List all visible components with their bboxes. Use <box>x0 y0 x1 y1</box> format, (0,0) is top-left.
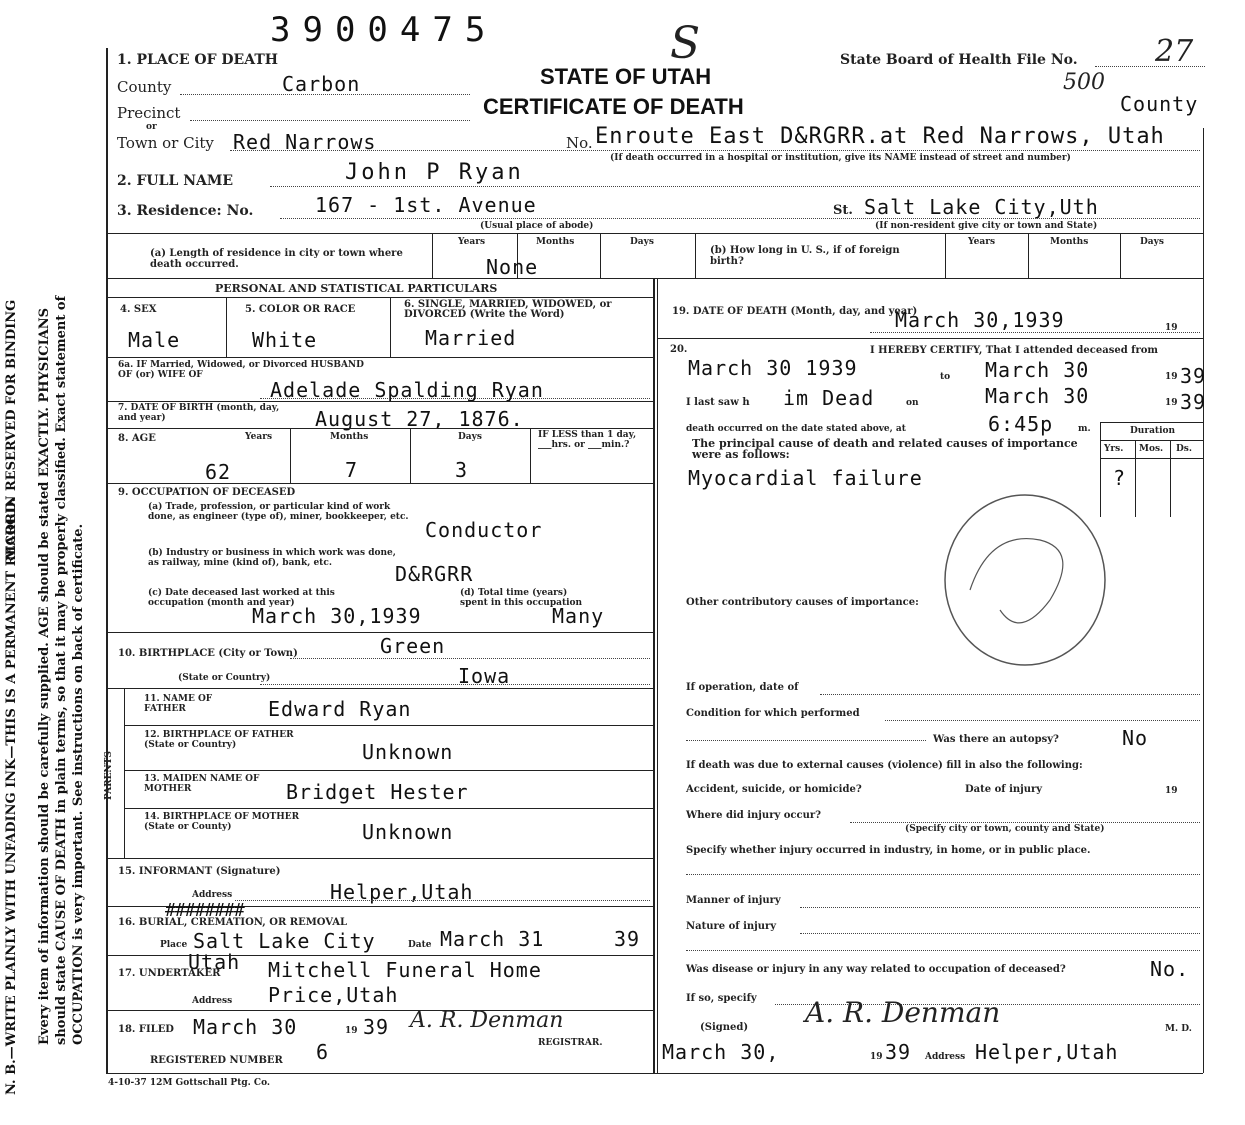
birth-date-value: August 27, 1876. <box>315 407 524 431</box>
town-label: Town or City <box>117 134 214 152</box>
file-number-label: State Board of Health File No. <box>840 52 1078 68</box>
county-label: County <box>117 78 172 96</box>
mother-maiden-name: Bridget Hester <box>286 780 469 804</box>
file-number: 27 <box>1155 34 1194 69</box>
birthplace-city: Green <box>380 634 446 658</box>
birthplace-state: Iowa <box>458 664 511 688</box>
age-months: 7 <box>345 458 359 482</box>
age-years: 62 <box>205 460 232 484</box>
burial-date: March 31 <box>440 927 545 951</box>
cause-label: The principal cause of death and related causes of importance were as follows: <box>692 437 1078 461</box>
last-seen-date: March 30 <box>985 384 1090 408</box>
signature-date: March 30, <box>662 1040 780 1064</box>
margin-instruction-1: Every item of information should be carefully supplied. AGE should be stated EXACTLY. PHYSICIANS <box>37 307 52 1045</box>
informant-address: Helper,Utah <box>330 880 474 904</box>
full-name: John P Ryan <box>345 160 524 185</box>
undertaker-name: Mitchell Funeral Home <box>268 958 542 982</box>
last-seen: im Dead <box>783 386 875 410</box>
sex-value: Male <box>128 328 181 352</box>
length-residence-label: (a) Length of residence in city or town where death occurred. <box>150 248 403 270</box>
pencil-scribble <box>930 470 1120 670</box>
spouse-value: Adelade Spalding Ryan <box>270 378 544 402</box>
last-seen-year: 39 <box>1180 390 1207 414</box>
contributory-label: Other contributory causes of importance: <box>686 597 919 608</box>
state-title: STATE OF UTAH <box>540 64 712 89</box>
residence-label: 3. Residence: No. <box>117 203 254 219</box>
margin-instruction-3: OCCUPATION is very important. See instructions on back of certificate. <box>71 523 86 1045</box>
precinct-label: Precinct <box>117 104 181 122</box>
full-name-label: 2. FULL NAME <box>117 173 234 189</box>
total-time-value: Many <box>552 604 605 628</box>
certificate-title: CERTIFICATE OF DEATH <box>483 94 744 119</box>
autopsy-value: No <box>1122 726 1149 750</box>
attended-to: March 30 <box>985 358 1090 382</box>
attended-to-year: 39 <box>1180 364 1207 388</box>
last-worked-value: March 30,1939 <box>252 604 422 628</box>
certify-text: I HEREBY CERTIFY, That I attended deceased from <box>870 345 1159 356</box>
death-location: Enroute East D&RGRR.at Red Narrows, Utah <box>595 124 1165 149</box>
county-word: County <box>1120 92 1199 116</box>
father-name: Edward Ryan <box>268 697 412 721</box>
handwritten-s: S <box>670 18 701 69</box>
occupation-related-value: No. <box>1150 957 1190 981</box>
physician-signature: A. R. Denman <box>805 996 1001 1029</box>
residence-city: Salt Lake City,Uth <box>864 195 1099 219</box>
death-time: 6:45p <box>988 412 1054 436</box>
race-value: White <box>252 328 318 352</box>
burial-place-state: Utah <box>188 950 241 974</box>
registrar-signature: A. R. Denman <box>410 1008 564 1033</box>
death-date-label: 19. DATE OF DEATH (Month, day, and year) <box>672 306 918 317</box>
parents-side-label: PARENTS <box>104 751 114 800</box>
place-heading: 1. PLACE OF DEATH <box>117 52 278 68</box>
marital-value: Married <box>425 326 517 350</box>
handwritten-500: 500 <box>1063 70 1105 95</box>
signature-year: 39 <box>885 1040 912 1064</box>
length-residence-value: None <box>486 255 539 279</box>
registered-number: 6 <box>316 1040 330 1064</box>
county-value: Carbon <box>282 72 361 96</box>
burial-place: Salt Lake City <box>193 929 376 953</box>
burial-year: 39 <box>614 927 641 951</box>
us-residence-label: (b) How long in U. S., if of foreign birth? <box>710 245 900 267</box>
occupation-value: Conductor <box>425 518 543 542</box>
town-value: Red Narrows <box>233 130 377 154</box>
mother-birthplace: Unknown <box>362 820 454 844</box>
attended-from: March 30 1939 <box>688 356 858 380</box>
physician-address: Helper,Utah <box>975 1040 1119 1064</box>
printer-imprint: 4-10-37 12M Gottschall Ptg. Co. <box>108 1078 271 1088</box>
filed-year: 39 <box>363 1015 390 1039</box>
margin-instruction-2: should state CAUSE OF DEATH in plain terms, so that it may be properly classified. Exact statement of <box>54 295 69 1045</box>
margin-ink-note: N. B.—WRITE PLAINLY WITH UNFADING INK—THIS IS A PERMANENT RECORD. <box>4 497 19 1095</box>
death-date: March 30,1939 <box>895 308 1065 332</box>
certificate-number: 3900475 <box>270 10 498 50</box>
margin-binding-note: MARGIN RESERVED FOR BINDING <box>4 299 19 560</box>
burial-struck-text: ######## <box>165 900 244 921</box>
cause-of-death: Myocardial failure <box>688 466 923 490</box>
personal-heading: PERSONAL AND STATISTICAL PARTICULARS <box>215 282 498 295</box>
cause-duration: ? <box>1113 466 1127 490</box>
father-birthplace: Unknown <box>362 740 454 764</box>
industry-value: D&RGRR <box>395 562 474 586</box>
age-days: 3 <box>455 458 469 482</box>
undertaker-address: Price,Utah <box>268 983 399 1007</box>
filed-date: March 30 <box>193 1015 298 1039</box>
residence-street: 167 - 1st. Avenue <box>315 193 537 217</box>
